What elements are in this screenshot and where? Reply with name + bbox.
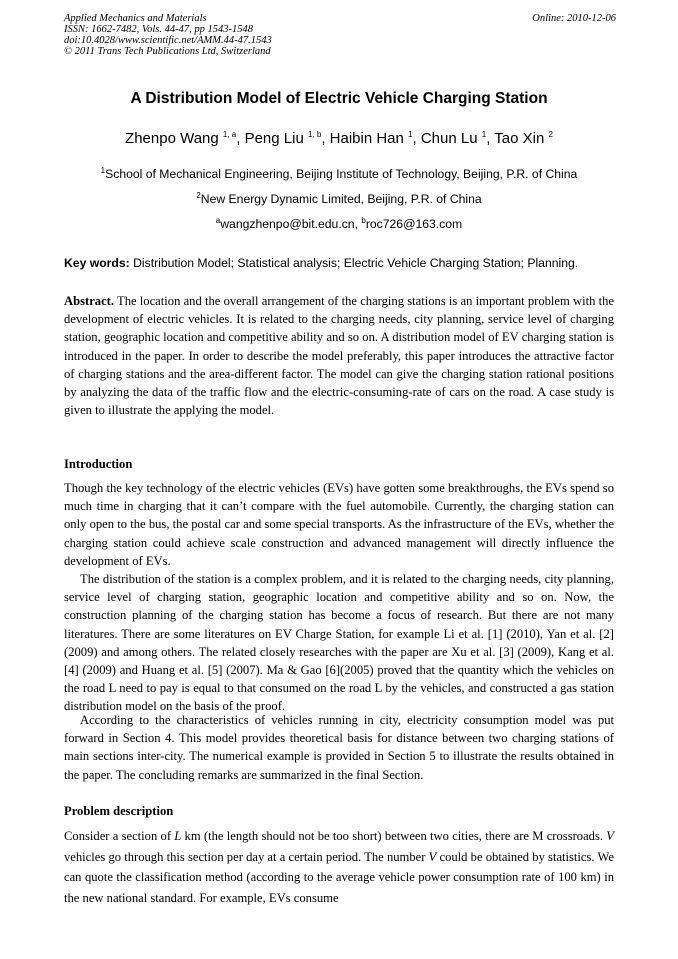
doi: doi:10.4028/www.scientific.net/AMM.44-47.1543 [64,35,272,46]
problem-paragraph: Consider a section of L km (the length should not be too short) between two cities, there are M crossroads. V vehicles go through this section per day at a certain period. The number V could be obtained by statistics. We can quote the classification method (according to the average vehicle power consumption rate of 100 km) in the new national standard. For example, EVs consume [64,829,614,905]
issn: ISSN: 1662-7482, Vols. 44-47, pp 1543-1548 [64,24,253,35]
copyright: © 2011 Trans Tech Publications Ltd, Switzerland [64,46,271,57]
author-sup: 2 [548,130,553,139]
intro-paragraph-2: The distribution of the station is a complex problem, and it is related to the charging needs, city planning, service level of charging station, geographic location and competitive ability and so on. Now, the construction planning of the charging station has become a focus of research. But there are not many literatures. There are some literatures on EV Charge Station, for example Li et al. [1] (2010), Yan et al. [2] (2009) and among others. The related closely researches with the paper are Xu et al. [3] (2009), Kang et al. [4] (2009) and Huang et al. [5] (2007). Ma & Gao [6](2005) proved that the quantity which the vehicles on the road L need to pay is equal to that consumed on the road L by the vehicles, and constructed a gas station distribution model on the basis of the proof. [64,572,614,714]
abstract-text: The location and the overall arrangement of the charging stations is an important problem with the development of electric vehicles. It is related to the charging needs, city planning, service level of charging station, geographic location and competitive ability and so on. A distribution model of EV charging station is introduced in the paper. In order to describe the model preferably, this paper introduces the attractive factor of charging stations and the area-different factor. The model can give the charging station rational positions by analyzing the data of the traffic flow and the electric-consuming-rate of cars on the road. A case study is given to illustrate the applying the model. [64,294,614,418]
journal-name: Applied Mechanics and Materials [64,13,207,24]
author-name: Haibin Han [329,130,404,147]
abstract-label: Abstract. [64,294,115,308]
abstract [64,292,614,419]
email-a[interactable]: wangzhenpo@bit.edu.cn [220,217,355,231]
paper-title: A Distribution Model of Electric Vehicle Charging Station [130,90,548,107]
keywords-label: Key words: [64,256,130,270]
author-sup: 1 [408,130,413,139]
section-heading-problem: Problem description [64,804,174,818]
affiliation-1: $^1$School of Mechanical Engineering, Beijing Institute of Technology, Beijing, P.R. of China [100,165,578,181]
variable-V: V [606,829,614,843]
intro-paragraph-3: According to the characteristics of vehicles running in city, electricity consumption model was put forward in Section 4. This model provides theoretical basis for distance between two charging stations of main sections inter-city. The numerical example is provided in Section 5 to illustrate the results obtained in the paper. The concluding remarks are summarized in the final Section. [64,713,614,782]
author-name: Zhenpo Wang [125,130,219,147]
variable-V: V [428,849,437,864]
author-sup: 1 [481,130,487,139]
author-sup: 1, b [307,130,322,139]
affiliation-2: $^2$New Energy Dynamic Limited, Beijing, P.R. of China [196,190,482,206]
keywords [64,256,624,270]
author-name: Tao Xin [494,130,545,147]
intro-paragraph-1: Though the key technology of the electric vehicles (EVs) have gotten some breakthroughs, the EVs spend so much time in charging that it can’t compare with the fuel automobile. Currently, the charging station can only open to the bus, the postal car and some special transports. As the infrastructure of the EVs, whether the charging station could achieve scale construction and advanced management will directly influence the development of EVs. [64,481,614,568]
author-name: Peng Liu [244,130,304,147]
journal-header [64,13,272,57]
author-list: Zhenpo Wang $^{1, a}$, Peng Liu $^{1, b}$, Haibin Han $^1$, Chun Lu $^1$, Tao Xin $^2$ [125,130,553,147]
variable-L: L [174,829,182,843]
author-name: Chun Lu [420,130,478,147]
keywords-text: Distribution Model; Statistical analysis; Electric Vehicle Charging Station; Planning. [129,256,579,270]
section-heading-introduction: Introduction [64,457,133,471]
author-emails: $^a$wangzhenpo@bit.edu.cn, $^b$roc726@163.com [215,215,463,231]
author-sup: 1, a [222,130,237,139]
online-date: Online: 2010-12-06 [532,13,616,24]
email-b[interactable]: roc726@163.com [365,217,463,231]
